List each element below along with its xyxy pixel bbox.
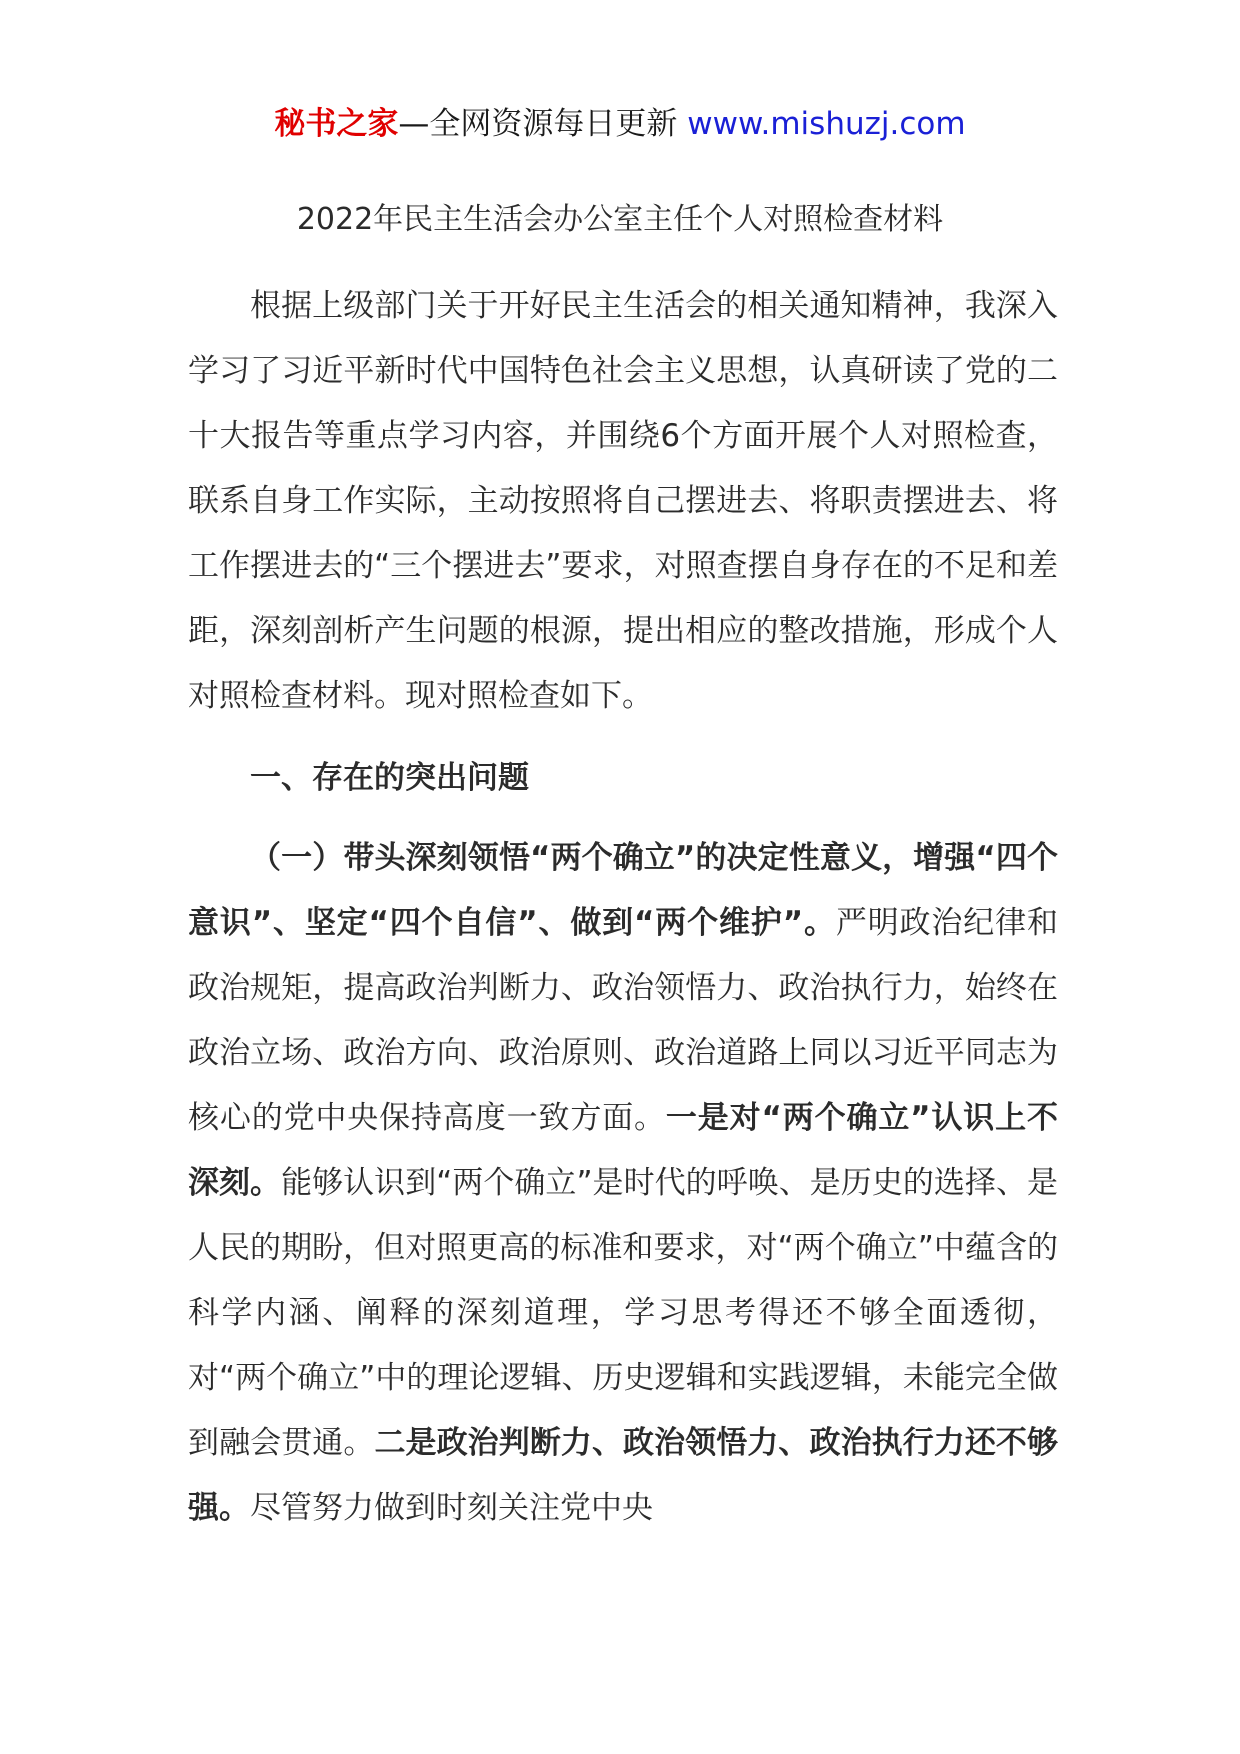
bold-point-1: 一是对“两个确立”认识上不深刻。 bbox=[188, 1100, 1059, 1201]
intro-paragraph: 根据上级部门关于开好民主生活会的相关通知精神，我深入学习了习近平新时代中国特色社会主义思想，认真研读了党的二十大报告等重点学习内容，并围绕6个方面开展个人对照检查，联系自身工作实际，主动按照将自己摆进去、将职责摆进去、将工作摆进去的“三个摆进去”要求，对照查摆自身存在的不足和差距，深刻剖析产生问题的根源，提出相应的整改措施，形成个人对照检查材料。现对照检查如下。 bbox=[188, 288, 1058, 714]
document-title: 2022年民主生活会办公室主任个人对照检查材料 bbox=[296, 202, 944, 237]
site-url-link[interactable]: www.mishuzj.com bbox=[687, 106, 966, 142]
brand-name: 秘书之家 bbox=[274, 106, 399, 142]
bold-point-2: 二是政治判断力、政治领悟力、政治执行力还不够强。 bbox=[188, 1425, 1059, 1526]
subsection-paragraph bbox=[188, 826, 1058, 1541]
subsection-text-3: 尽管努力做到时刻关注党中央 bbox=[250, 1490, 653, 1526]
section-heading: 一、存在的突出问题 bbox=[250, 760, 529, 796]
site-banner bbox=[0, 102, 1240, 146]
subsection-text-2: 能够认识到“两个确立”是时代的呼唤、是历史的选择、是人民的期盼，但对照更高的标准和要求，对“两个确立”中蕴含的科学内涵、阐释的深刻道理，学习思考得还不够全面透彻，对“两个确立”中的理论逻辑、历史逻辑和实践逻辑，未能完全做到融会贯通。 bbox=[188, 1165, 1058, 1461]
subsection-bold-lead: （一）带头深刻领悟“两个确立”的决定性意义，增强“四个意识”、坚定“四个自信”、做到“两个维护”。 bbox=[188, 840, 1058, 941]
banner-tagline: —全网资源每日更新 bbox=[398, 106, 688, 142]
subsection-text-1: 严明政治纪律和政治规矩，提高政治判断力、政治领悟力、政治执行力，始终在政治立场、政治方向、政治原则、政治道路上同以习近平同志为核心的党中央保持高度一致方面。 bbox=[188, 905, 1058, 1136]
